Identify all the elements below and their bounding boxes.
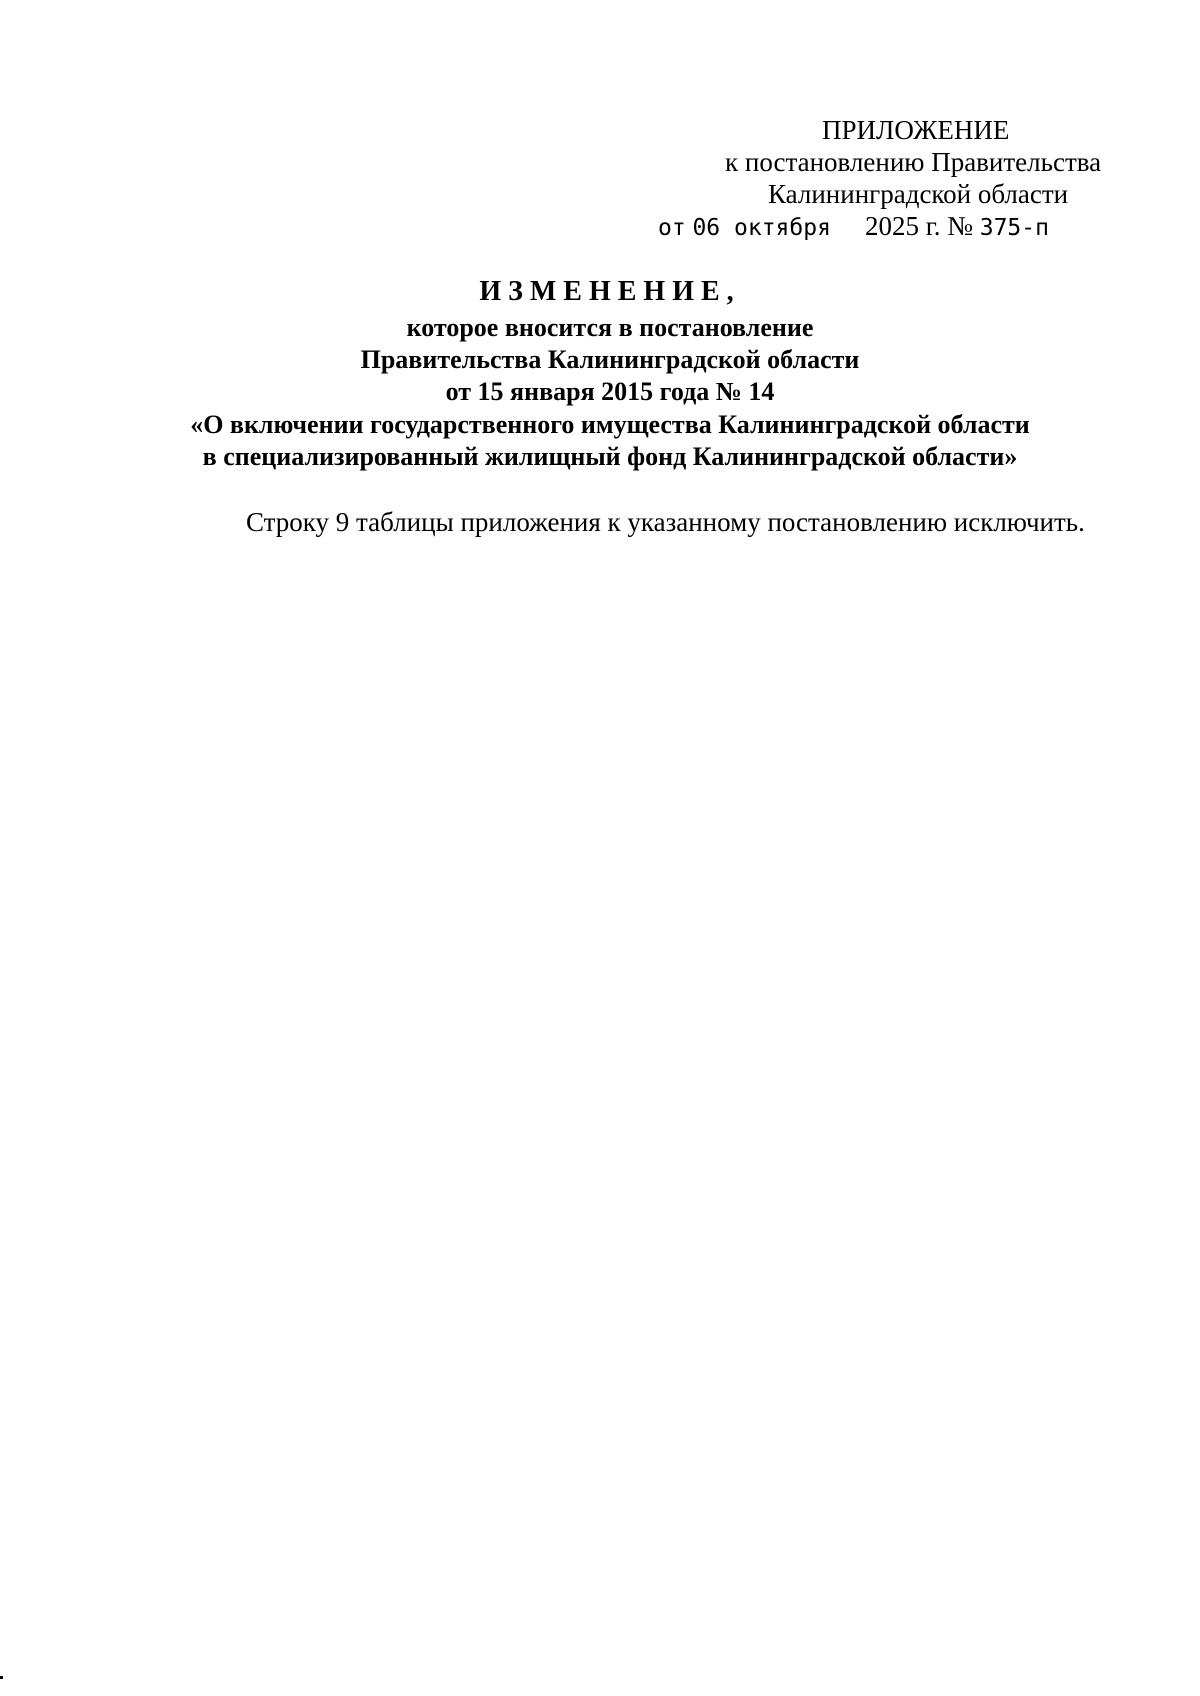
document-title: ИЗМЕНЕНИЕ, <box>479 276 741 307</box>
date-prefix: от <box>658 215 686 241</box>
title-line-2: Правительства Калининградской области <box>360 345 860 374</box>
appendix-reference: к постановлению Правительства <box>725 147 1102 177</box>
title-line-4: «О включении государственного имущества Калининградской области <box>190 410 1030 439</box>
title-line-5: в специализированный жилищный фонд Калининградской области» <box>202 442 1018 471</box>
scan-speck <box>0 1676 3 1679</box>
year-label: 2025 г. № <box>864 211 973 241</box>
appendix-region: Калининградской области <box>768 179 1069 209</box>
document-number: 375-п <box>979 215 1049 241</box>
date-typed: 06 октября <box>692 215 831 241</box>
appendix-date-number <box>658 210 1049 244</box>
body-paragraph: Строку 9 таблицы приложения к указанному постановлению исключить. <box>246 507 1085 537</box>
appendix-title: ПРИЛОЖЕНИЕ <box>822 115 1010 145</box>
title-line-1: которое вносится в постановление <box>406 313 814 342</box>
title-line-3: от 15 января 2015 года № 14 <box>445 377 775 406</box>
